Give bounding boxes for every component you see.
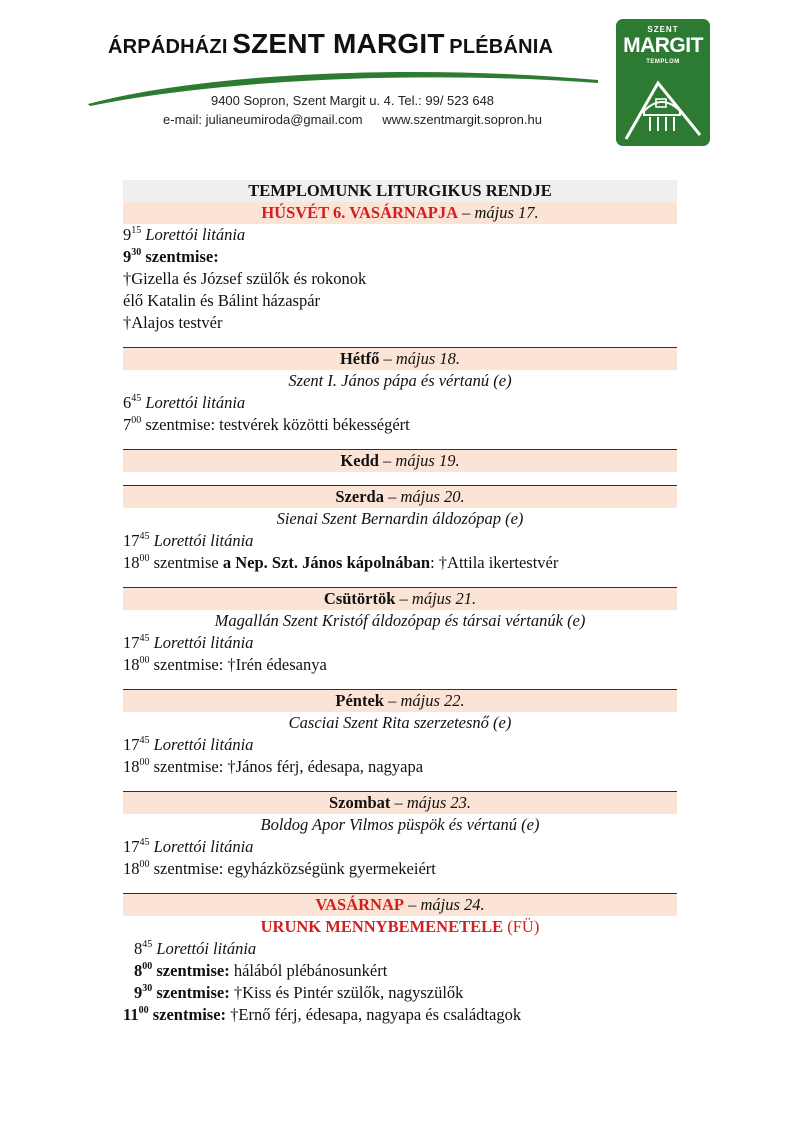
schedule-line: $17^{45}$ Lorettói litánia — [123, 633, 254, 652]
schedule-line: $18^{00}$ szentmise: †János férj, édesapa, nagyapa — [123, 757, 424, 776]
day-header — [123, 347, 677, 370]
schedule-line: $7^{00}$ szentmise: testvérek közötti békességért — [123, 415, 410, 434]
address: 9400 Sopron, Szent Margit u. 4. Tel.: 99/ 523 648 — [210, 93, 495, 108]
schedule-line: $9^{30}$ szentmise: †Kiss és Pintér szülők, nagyszülők — [134, 983, 464, 1002]
schedule-line: $9^{15}$ Lorettói litánia — [123, 225, 246, 244]
logo-main-text: MARGIT — [623, 34, 703, 57]
day-header — [123, 449, 677, 472]
document-title: TEMPLOMUNK LITURGIKUS RENDJE — [123, 180, 677, 202]
intention-line: élő Katalin és Bálint házaspár — [123, 291, 321, 310]
day-name: Szerda — [335, 487, 384, 506]
title-suffix: PLÉBÁNIA — [449, 36, 554, 58]
liturgical-schedule — [123, 180, 677, 1026]
day-header — [123, 689, 677, 712]
day-date: – május 17. — [462, 203, 539, 222]
logo-bottom-text: TEMPLOM — [646, 59, 680, 65]
schedule-line: $6^{45}$ Lorettói litánia — [123, 393, 246, 412]
day-date: – május 19. — [383, 451, 460, 470]
church-logo — [616, 19, 710, 146]
schedule-line: $9^{30}$ szentmise: — [123, 247, 219, 266]
day-name: HÚSVÉT 6. VASÁRNAPJA — [261, 203, 458, 222]
feast-name: URUNK MENNYBEMENETELE (FÜ) — [260, 917, 540, 936]
feast-name: Boldog Apor Vilmos püspök és vértanú (e) — [260, 815, 540, 834]
church-icon — [622, 69, 704, 143]
contact-line — [0, 112, 705, 127]
day-date: – május 24. — [408, 895, 485, 914]
schedule-line: $8^{45}$ Lorettói litánia — [134, 939, 257, 958]
title-prefix: ÁRPÁDHÁZI — [108, 36, 228, 58]
schedule-line: $11^{00}$ szentmise: †Ernő férj, édesapa, nagyapa és családtagok — [123, 1005, 522, 1024]
schedule-line: $18^{00}$ szentmise: egyházközségünk gyermekeiért — [123, 859, 436, 878]
feast-name: Magallán Szent Kristóf áldozópap és társai vértanúk (e) — [214, 611, 586, 630]
letterhead — [0, 0, 800, 160]
day-header — [123, 893, 677, 916]
day-header — [123, 587, 677, 610]
schedule-line: $17^{45}$ Lorettói litánia — [123, 837, 254, 856]
schedule-line: $17^{45}$ Lorettói litánia — [123, 531, 254, 550]
day-date: – május 23. — [394, 793, 472, 812]
day-date: – május 18. — [383, 349, 461, 368]
schedule-line: $18^{00}$ szentmise: †Irén édesanya — [123, 655, 327, 674]
day-header — [123, 202, 677, 224]
schedule-line: $8^{00}$ szentmise: hálából plébánosunkért — [134, 961, 388, 980]
day-name: Péntek — [335, 691, 384, 710]
day-date: – május 20. — [388, 487, 465, 506]
parish-name — [108, 28, 553, 60]
day-date: – május 21. — [399, 589, 477, 608]
day-name: Kedd — [340, 451, 379, 470]
feast-name: Sienai Szent Bernardin áldozópap (e) — [276, 509, 524, 528]
title-main: SZENT MARGIT — [232, 28, 445, 59]
email-link[interactable]: e-mail: julianeumiroda@gmail.com — [163, 112, 363, 127]
day-name: Szombat — [328, 793, 391, 812]
day-name: Hétfő — [339, 349, 380, 368]
schedule-line: $18^{00}$ szentmise a Nep. Szt. János kápolnában: †Attila ikertestvér — [123, 553, 559, 572]
feast-name: Szent I. János pápa és vértanú (e) — [288, 371, 512, 390]
website-link[interactable]: www.szentmargit.sopron.hu — [382, 112, 542, 127]
day-header — [123, 485, 677, 508]
day-name: VASÁRNAP — [315, 895, 404, 914]
intention-line: †Gizella és József szülők és rokonok — [123, 269, 367, 288]
schedule-line: $17^{45}$ Lorettói litánia — [123, 735, 254, 754]
day-name: Csütörtök — [323, 589, 396, 608]
day-header — [123, 791, 677, 814]
day-date: – május 22. — [388, 691, 465, 710]
logo-top-text: SZENT — [647, 25, 679, 34]
feast-name: Casciai Szent Rita szerzetesnő (e) — [288, 713, 512, 732]
intention-line: †Alajos testvér — [123, 313, 223, 332]
